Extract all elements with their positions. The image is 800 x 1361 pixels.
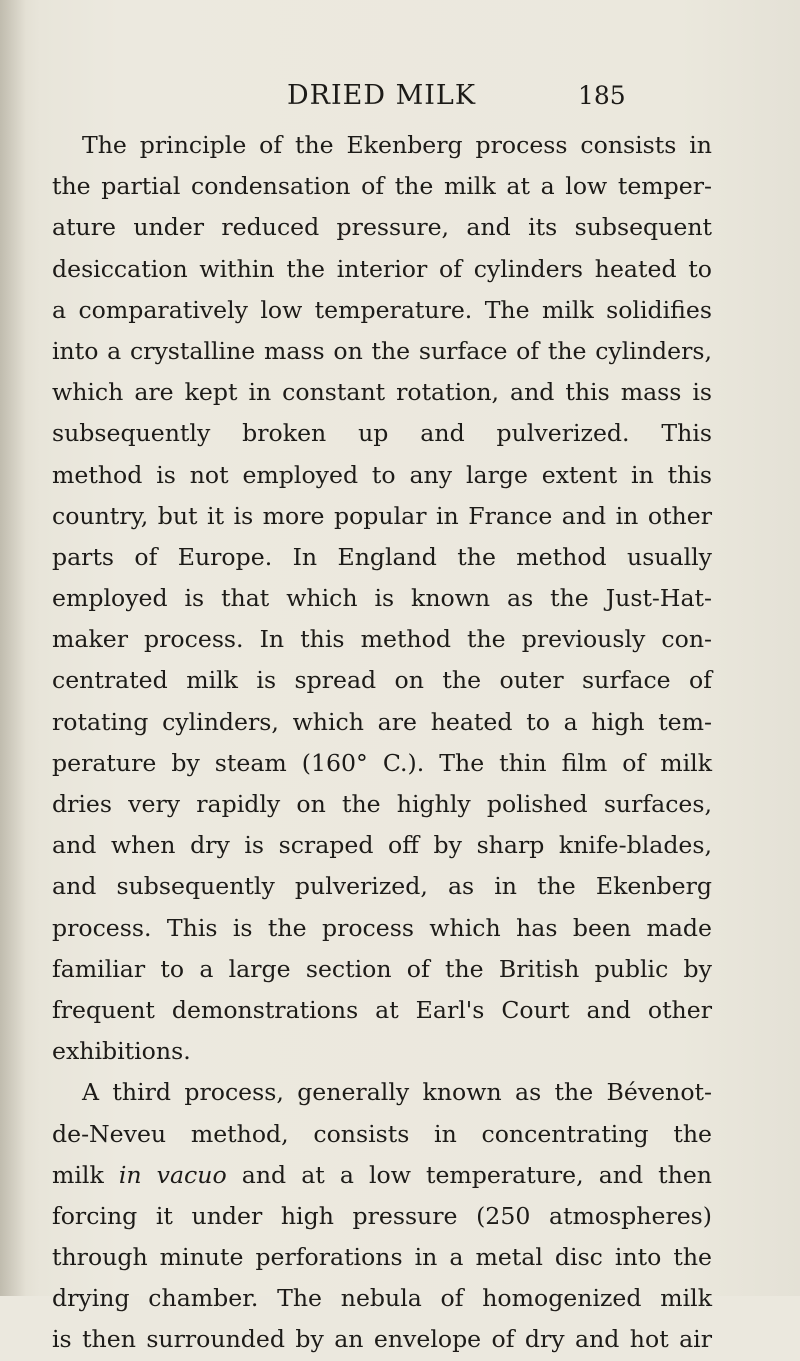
text-line: centrated milk is spread on the outer surface of xyxy=(52,666,712,695)
text-line: and when dry is scraped off by sharp knife-blades, xyxy=(52,831,712,860)
text-line: dries very rapidly on the highly polished surfaces, xyxy=(52,790,712,818)
paragraph-2 xyxy=(52,1072,712,1360)
text-line: which are kept in constant rotation, and this mass is xyxy=(52,378,712,407)
text-line: A third process, generally known as the Bévenot- xyxy=(82,1078,712,1107)
text-line: perature by steam (160° C.). The thin film of milk xyxy=(52,748,712,777)
text-line: a comparatively low temperature. The milk solidifies xyxy=(52,295,712,324)
text-fragment: milk xyxy=(52,1160,104,1189)
text-line: and subsequently pulverized, as in the Ekenberg xyxy=(52,872,712,901)
text-line: into a crystalline mass on the surface of the cylinders, xyxy=(52,336,712,365)
page-number: 185 xyxy=(578,81,626,110)
text-line: desiccation within the interior of cylinders heated to xyxy=(52,254,712,283)
text-line: frequent demonstrations at Earl's Court and other xyxy=(52,995,712,1024)
running-head: DRIED MILK xyxy=(287,80,476,111)
text-line: the partial condensation of the milk at a low temper- xyxy=(52,172,712,201)
text-line: subsequently broken up and pulverized. This xyxy=(52,419,712,448)
text-line: exhibitions. xyxy=(52,1037,191,1066)
text-line: forcing it under high pressure (250 atmospheres) xyxy=(52,1201,712,1230)
italic-phrase: in vacuo xyxy=(118,1160,227,1189)
text-line: country, but it is more popular in France and in other xyxy=(52,501,712,530)
text-line: is then surrounded by an envelope of dry and hot air xyxy=(52,1325,712,1354)
text-line-with-italic xyxy=(52,1155,712,1196)
text-line: through minute perforations in a metal disc into the xyxy=(52,1243,712,1272)
text-line: The principle of the Ekenberg process consists in xyxy=(82,131,712,159)
text-line: process. This is the process which has been made xyxy=(52,913,712,942)
body-text xyxy=(52,125,712,1361)
gutter-shadow xyxy=(0,0,26,1296)
text-line: method is not employed to any large extent in this xyxy=(52,460,712,489)
text-line: ature under reduced pressure, and its subsequent xyxy=(52,213,712,242)
text-fragment: and at a low temperature, and then xyxy=(241,1160,712,1189)
text-line: employed is that which is known as the Just-Hat- xyxy=(52,584,712,613)
text-line: rotating cylinders, which are heated to a high tem- xyxy=(52,707,712,736)
text-line: de-Neveu method, consists in concentrating the xyxy=(52,1119,712,1148)
text-line: familiar to a large section of the British public by xyxy=(52,954,712,983)
text-line: maker process. In this method the previously con- xyxy=(52,625,712,654)
paragraph-1 xyxy=(52,125,712,1072)
text-line: parts of Europe. In England the method usually xyxy=(52,542,712,571)
text-line: drying chamber. The nebula of homogenized milk xyxy=(52,1284,712,1313)
page-header xyxy=(60,76,660,116)
